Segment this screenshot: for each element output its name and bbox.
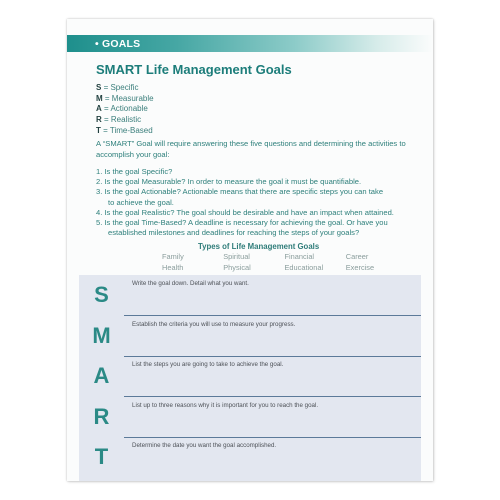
acronym-item — [96, 115, 154, 126]
intro-paragraph: A “SMART” Goal will require answering these five questions and determining the activities to accomplish your goal: — [96, 139, 406, 159]
smart-prompt: Determine the date you want the goal accomplished. — [132, 442, 277, 449]
question-continuation: established milestones and deadlines for reaching the steps of your goals? — [108, 228, 360, 238]
acronym-letter: R — [96, 115, 102, 125]
acronym-meaning: = Time-Based — [100, 125, 153, 135]
smart-prompt: Establish the criteria you will use to measure your progress. — [132, 320, 296, 328]
question-item: 5. Is the goal Time-Based? A deadline is necessary for achieving the goal. Or have you — [96, 218, 388, 228]
acronym-letter: A — [96, 104, 102, 114]
section-banner — [67, 35, 433, 52]
smart-row-s — [79, 275, 421, 316]
question-continuation: to achieve the goal. — [108, 197, 174, 207]
goal-types-grid — [162, 252, 407, 273]
banner-label: • GOALS — [95, 37, 141, 50]
question-item: 4. Is the goal Realistic? The goal should be desirable and have an impact when attained. — [96, 207, 394, 217]
smart-worksheet — [79, 275, 421, 481]
acronym-letter: M — [96, 93, 103, 103]
question-item: 1. Is the goal Specific? — [96, 167, 173, 176]
smart-row-t — [79, 437, 421, 478]
smart-row-r — [79, 397, 421, 438]
acronym-meaning: = Measurable — [102, 93, 154, 103]
smart-letter: A — [93, 363, 110, 389]
goal-type: Exercise — [345, 262, 375, 272]
acronym-meaning: = Realistic — [101, 115, 142, 125]
smart-letter: M — [92, 322, 111, 348]
acronym-item — [96, 83, 154, 94]
goal-type: Educational — [284, 262, 324, 272]
goal-types-row — [162, 252, 407, 263]
acronym-letter: S — [96, 83, 102, 92]
acronym-meaning: = Actionable — [101, 104, 148, 114]
smart-letter: T — [94, 444, 109, 470]
question-item: 2. Is the goal Measurable? In order to measure the goal it must be quantifiable. — [96, 177, 362, 187]
goal-type: Career — [345, 252, 369, 261]
goal-type: Physical — [223, 262, 251, 272]
smart-row-m — [79, 316, 421, 357]
acronym-item — [96, 94, 154, 105]
goal-type: Financial — [284, 252, 315, 261]
smart-letter: S — [94, 282, 109, 308]
goal-types-row — [162, 263, 407, 274]
goal-types-heading: Types of Life Management Goals — [198, 242, 320, 251]
smart-prompt: List the steps you are going to take to achieve the goal. — [132, 361, 284, 368]
question-item: 3. Is the goal Actionable? Actionable means that there are specific steps you can take — [96, 187, 384, 197]
acronym-item — [96, 126, 154, 137]
form-page — [67, 19, 433, 481]
goal-type: Health — [162, 262, 184, 272]
page-title: SMART Life Management Goals — [96, 62, 292, 77]
acronym-list — [96, 83, 154, 137]
acronym-item — [96, 104, 154, 115]
smart-prompt: List up to three reasons why it is important for you to reach the goal. — [132, 401, 319, 409]
question-list — [96, 167, 426, 238]
smart-prompt: Write the goal down. Detail what you want. — [132, 280, 249, 287]
goal-type: Family — [162, 252, 184, 261]
smart-letter: R — [93, 403, 110, 429]
acronym-letter: T — [96, 125, 101, 135]
acronym-meaning: = Specific — [101, 83, 139, 92]
smart-row-a — [79, 356, 421, 397]
goal-type: Spiritual — [223, 252, 250, 261]
